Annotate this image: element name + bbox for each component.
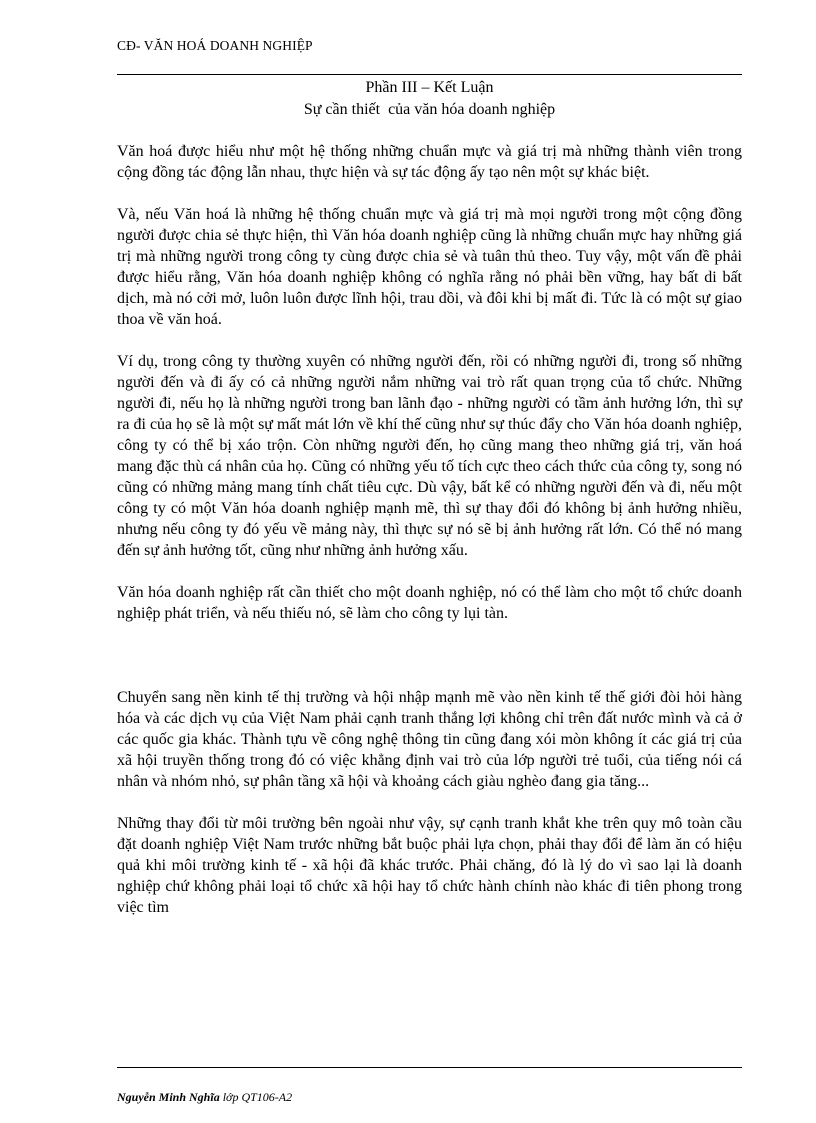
footer-rule xyxy=(117,1067,742,1068)
header-rule xyxy=(117,74,742,75)
paragraph: Ví dụ, trong công ty thường xuyên có những người đến, rồi có những người đi, trong số những người đến và đi ấy có cả những người nắm những vai trò rất quan trọng của tổ chức. Những người đi, nếu họ là những người trong ban lãnh đạo - những người có tầm ảnh hưởng lớn, thì sự ra đi của họ sẽ là một sự mất mát lớn về khí thế cũng như sự thúc đẩy cho Văn hóa doanh nghiệp, công ty có thể bị xáo trộn. Còn những người đến, họ cũng mang theo những giá trị, văn hoá mang đặc thù cá nhân của họ. Cũng có những yếu tố tích cực theo cách thức của công ty, song nó cũng có những mảng mang tính chất tiêu cực. Dù vậy, bất kể có những người đến và đi, nếu một công ty có một Văn hóa doanh nghiệp mạnh mẽ, thì sự thay đổi đó không bị ảnh hưởng nhiều, nhưng nếu công ty đó yếu về mảng này, thì thực sự nó sẽ bị ảnh hưởng rất lớn. Có thể nó mang đến sự ảnh hưởng tốt, cũng như những ảnh hưởng xấu. xyxy=(117,353,742,559)
footer-author: Nguyễn Minh Nghĩa xyxy=(117,1090,220,1104)
paragraph: Và, nếu Văn hoá là những hệ thống chuẩn mực và giá trị mà mọi người trong một cộng đồng người được chia sẻ thực hiện, thì Văn hóa doanh nghiệp cũng là những chuẩn mực hay những giá trị mà những người trong công ty cùng được chia sẻ và tuân thủ theo. Tuy vậy, một vấn đề phải được hiểu rằng, Văn hóa doanh nghiệp không có nghĩa rằng nó phải bền vững, hay bất di bất dịch, mà nó cởi mở, luôn luôn được lĩnh hội, trau dồi, và đôi khi bị mất đi. Tức là có một sự giao thoa về văn hoá. xyxy=(117,206,742,328)
running-header: CĐ- VĂN HOÁ DOANH NGHIỆP xyxy=(117,38,313,53)
paragraph: Văn hoá được hiểu như một hệ thống những chuẩn mực và giá trị mà những thành viên trong cộng đồng tác động lẫn nhau, thực hiện và sự tác động ấy tạo nên một sự khác biệt. xyxy=(117,143,742,181)
page-footer xyxy=(117,1090,292,1105)
paragraph: Văn hóa doanh nghiệp rất cần thiết cho một doanh nghiệp, nó có thể làm cho một tổ chức doanh nghiệp phát triển, và nếu thiếu nó, sẽ làm cho công ty lụi tàn. xyxy=(117,584,742,622)
section-title-block xyxy=(117,77,742,121)
section-heading: Phần III – Kết Luận xyxy=(365,79,494,96)
paragraph: Những thay đổi từ môi trường bên ngoài như vậy, sự cạnh tranh khắt khe trên quy mô toàn cầu đặt doanh nghiệp Việt Nam trước những bắt buộc phải lựa chọn, phải thay đổi để làm ăn có hiệu quả khi môi trường kinh tế - xã hội đã khác trước. Phải chăng, đó là lý do vì sao lại là doanh nghiệp chứ không phải loại tổ chức xã hội hay tổ chức hành chính nào khác đi tiên phong trong việc tìm xyxy=(117,815,742,916)
footer-class-info: lớp QT106-A2 xyxy=(219,1090,293,1104)
paragraph: Chuyển sang nền kinh tế thị trường và hội nhập mạnh mẽ vào nền kinh tế thế giới đòi hỏi hàng hóa và các dịch vụ của Việt Nam phải cạnh tranh thắng lợi không chỉ trên đất nước mình và cả ở các quốc gia khác. Thành tựu về công nghệ thông tin cũng đang xói mòn không ít các giá trị của xã hội truyền thống trong đó có việc khẳng định vai trò của lớp người trẻ tuổi, của tiếng nói cá nhân và nhóm nhỏ, sự phân tầng xã hội và khoảng cách giàu nghèo đang gia tăng... xyxy=(117,689,742,790)
section-subheading: Sự cần thiết của văn hóa doanh nghiệp xyxy=(303,101,556,118)
body-text xyxy=(117,141,742,918)
